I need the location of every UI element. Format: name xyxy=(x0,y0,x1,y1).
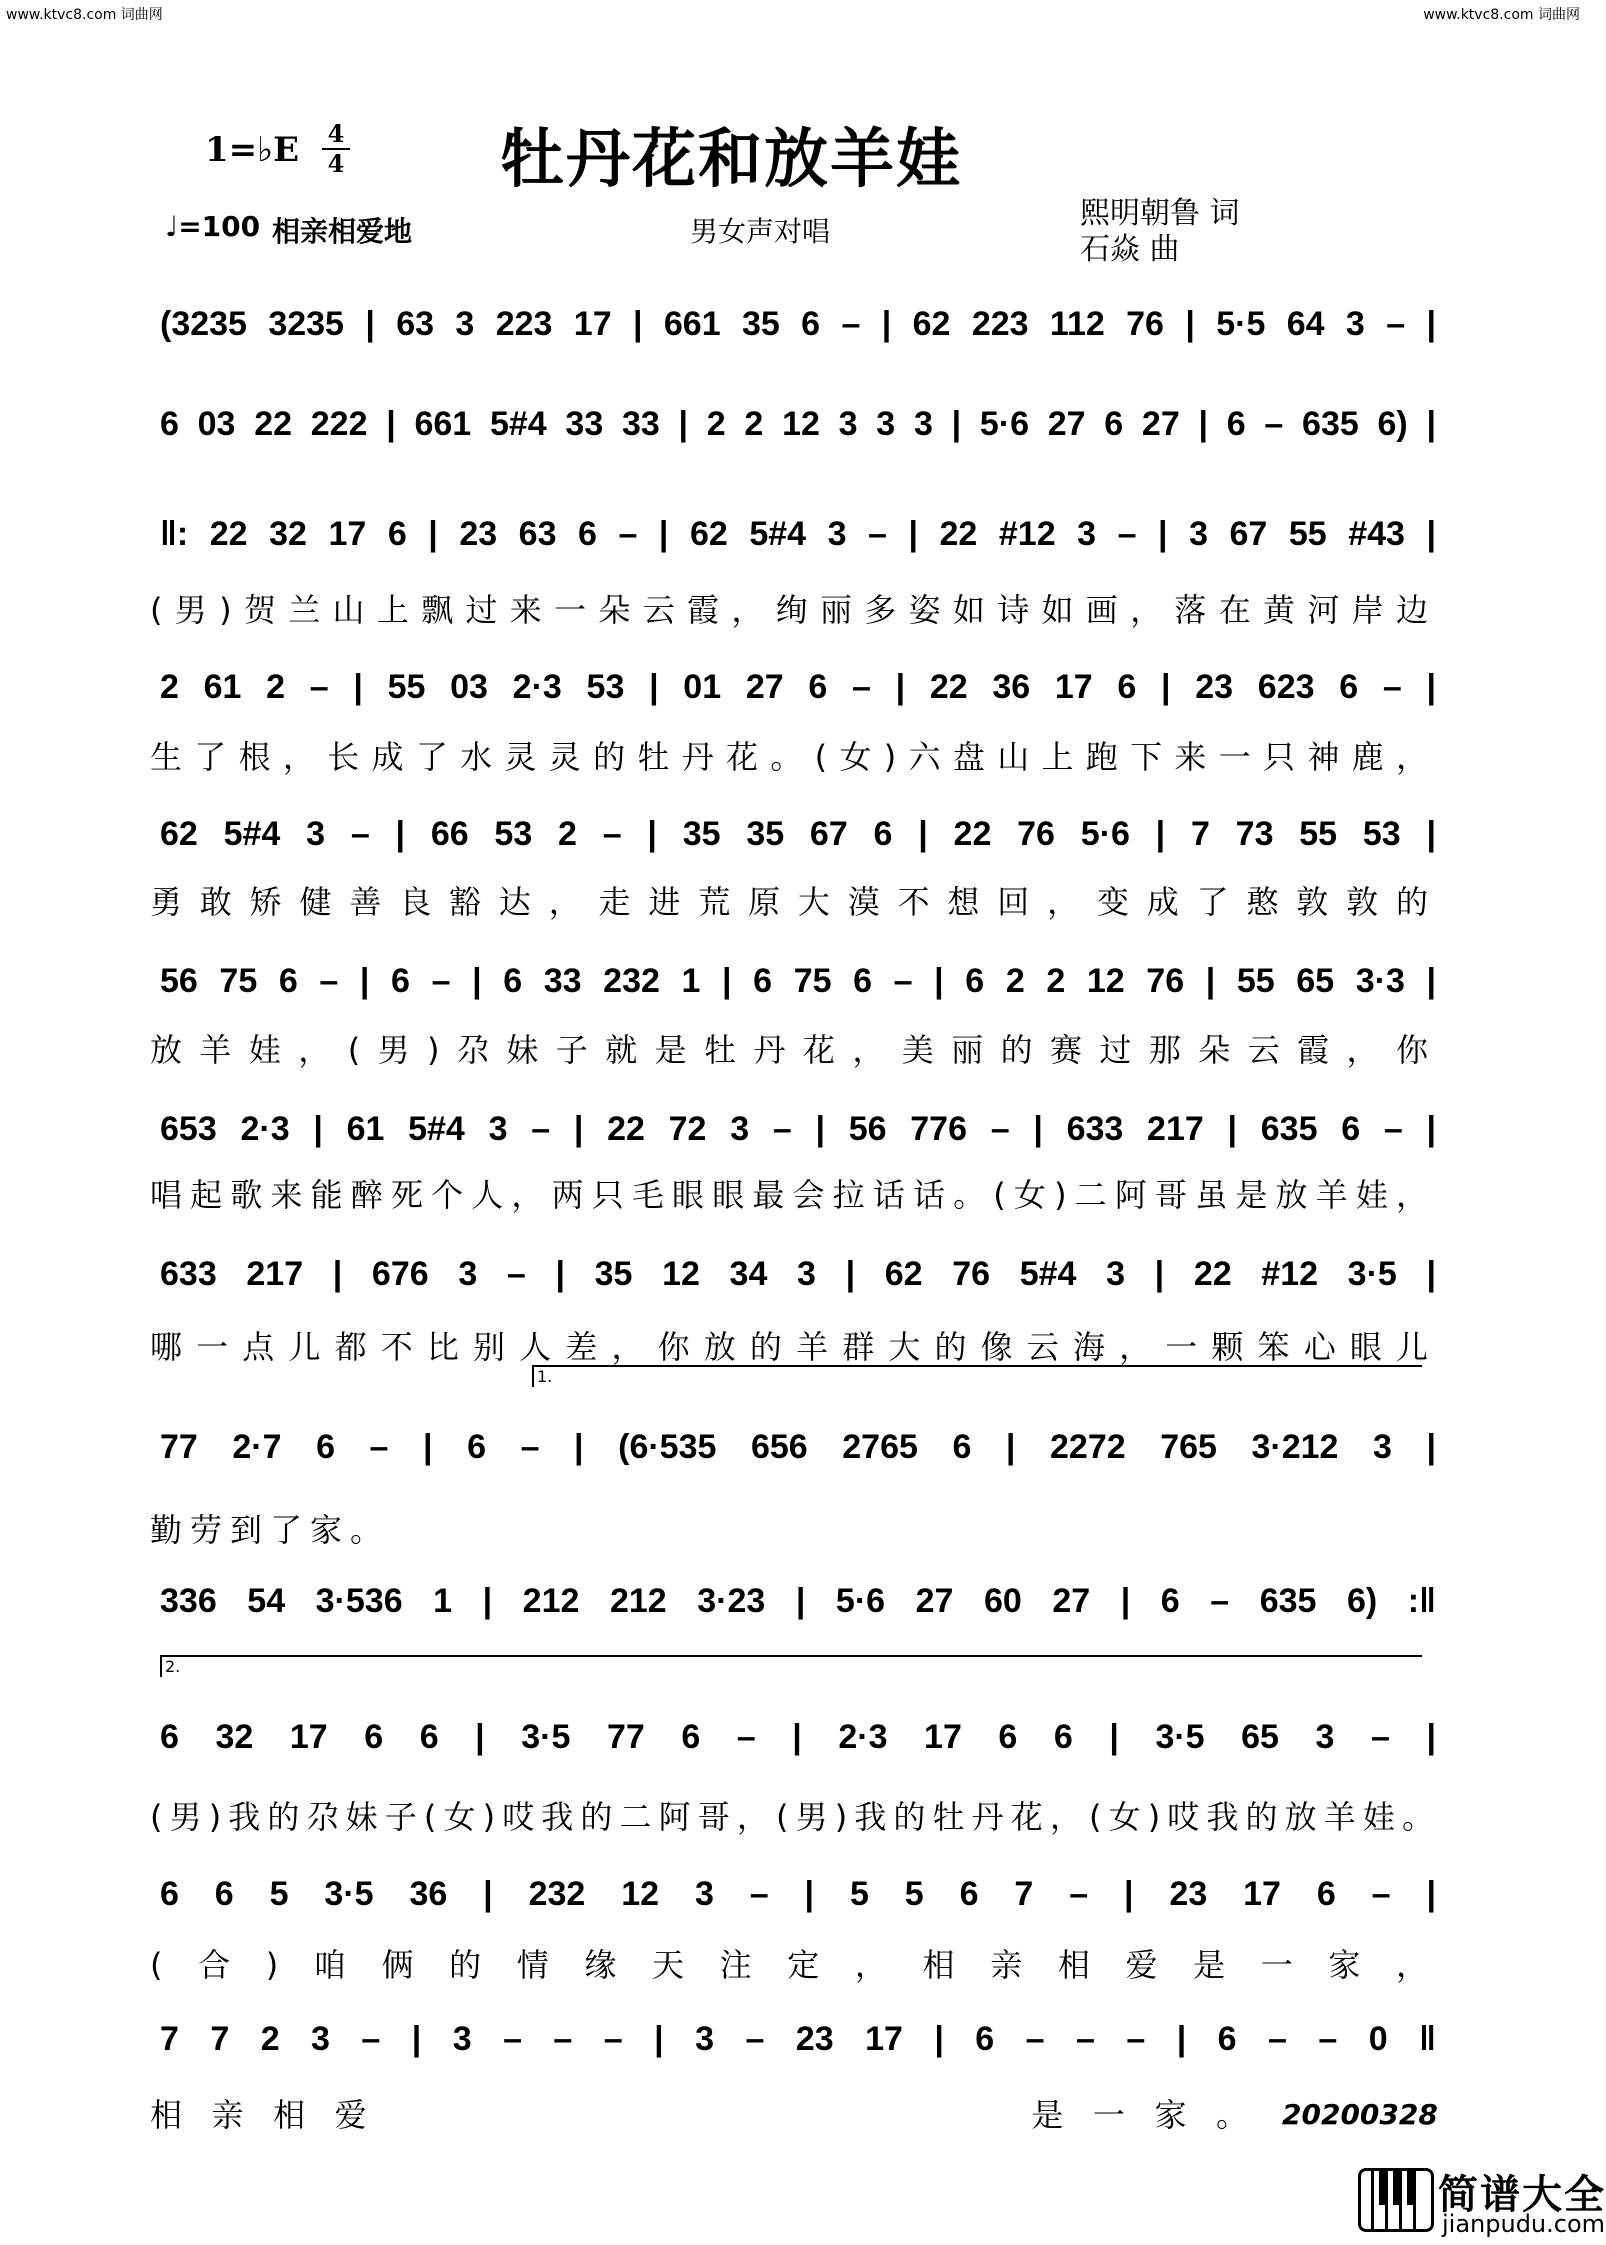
key-signature: 1=♭E xyxy=(205,130,300,170)
volta-2-label: 2. xyxy=(165,1657,181,1676)
watermark-right: www.ktvc8.com 词曲网 xyxy=(1423,7,1580,23)
site-logo-name: 简谱大全 xyxy=(1438,2172,1606,2218)
lyrics-line-13: 相亲相爱 是一家。 xyxy=(150,2096,1256,2134)
notes-line-12: 6 6 5 3·5 36 | 232 12 3 – | 5 5 6 7 – | 23 17 6 – | xyxy=(160,1875,1436,1913)
volta-2-bracket xyxy=(160,1655,1422,1677)
lyrics-line-5: 勇敢矫健善良豁达，走进荒原大漠不想回，变成了憨敦敦的 xyxy=(150,883,1436,921)
notes-line-3: ‖: 22 32 17 6 | 23 63 6 – | 62 5#4 3 – | 22 #12 3 – | 3 67 55 #43 | xyxy=(160,515,1436,553)
notes-line-11: 6 32 17 6 6 | 3·5 77 6 – | 2·3 17 6 6 | 3·5 65 3 – | xyxy=(160,1718,1436,1756)
notes-line-7: 653 2·3 | 61 5#4 3 – | 22 72 3 – | 56 776 – | 633 217 | 635 6 – | xyxy=(160,1110,1436,1148)
lyricist-credit: 熙明朝鲁 词 xyxy=(1080,196,1240,231)
tempo-marking: ♩=100 xyxy=(165,210,261,243)
notes-line-9: 77 2·7 6 – | 6 – | (6·535 656 2765 6 | 2272 765 3·212 3 | xyxy=(160,1428,1436,1466)
lyrics-line-11: (男)我的尕妹子(女)哎我的二阿哥，(男)我的牡丹花，(女)哎我的放羊娃。 xyxy=(150,1798,1436,1836)
meter-top: 4 xyxy=(327,119,345,148)
song-title: 牡丹花和放羊娃 xyxy=(500,123,962,197)
lyrics-line-12: (合)咱俩的情缘天注定，相亲相爱是一家， xyxy=(150,1946,1436,1984)
lyrics-line-7: 唱起歌来能醉死个人，两只毛眼眼最会拉话话。(女)二阿哥虽是放羊娃， xyxy=(150,1176,1436,1214)
lyrics-line-4: 生了根，长成了水灵灵的牡丹花。(女)六盘山上跑下来一只神鹿， xyxy=(150,738,1436,776)
notes-line-4: 2 61 2 – | 55 03 2·3 53 | 01 27 6 – | 22 36 17 6 | 23 623 6 – | xyxy=(160,668,1436,706)
meter-bottom: 4 xyxy=(327,149,345,178)
score-date: 20200328 xyxy=(1282,2098,1438,2131)
notes-line-10: 336 54 3·536 1 | 212 212 3·23 | 5·6 27 60 27 | 6 – 635 6) :‖ xyxy=(160,1582,1436,1620)
lyrics-line-8: 哪一点儿都不比别人差，你放的羊群大的像云海，一颗笨心眼儿 xyxy=(150,1328,1436,1366)
lyrics-line-6: 放羊娃，(男)尕妹子就是牡丹花，美丽的赛过那朵云霞，你 xyxy=(150,1031,1436,1069)
notes-line-13: 7 7 2 3 – | 3 – – – | 3 – 23 17 | 6 – – – | 6 – – 0 ‖ xyxy=(160,2020,1436,2058)
song-subtitle: 男女声对唱 xyxy=(690,215,831,248)
lyrics-line-9: 勤劳到了家。 xyxy=(150,1511,391,1549)
piano-keys-icon xyxy=(1358,2168,1434,2232)
notes-line-8: 633 217 | 676 3 – | 35 12 34 3 | 62 76 5#4 3 | 22 #12 3·5 | xyxy=(160,1255,1436,1293)
composer-credit: 石焱 曲 xyxy=(1080,232,1180,267)
volta-1-label: 1. xyxy=(537,1367,553,1386)
notes-line-6: 56 75 6 – | 6 – | 6 33 232 1 | 6 75 6 – | 6 2 2 12 76 | 55 65 3·3 | xyxy=(160,962,1436,1000)
watermark-left: www.ktvc8.com 词曲网 xyxy=(6,7,163,23)
site-logo-url: jianpudu.com xyxy=(1442,2210,1606,2238)
volta-1-bracket xyxy=(532,1365,1422,1387)
expression-marking: 相亲相爱地 xyxy=(272,215,413,248)
notes-line-1: (3235 3235 | 63 3 223 17 | 661 35 6 – | 62 223 112 76 | 5·5 64 3 – | xyxy=(160,305,1436,343)
notes-line-2: 6 03 22 222 | 661 5#4 33 33 | 2 2 12 3 3 3 | 5·6 27 6 27 | 6 – 635 6) | xyxy=(160,405,1436,443)
time-signature xyxy=(322,119,350,178)
lyrics-line-3: (男)贺兰山上飘过来一朵云霞，绚丽多姿如诗如画，落在黄河岸边 xyxy=(150,591,1436,629)
notes-line-5: 62 5#4 3 – | 66 53 2 – | 35 35 67 6 | 22 76 5·6 | 7 73 55 53 | xyxy=(160,815,1436,853)
